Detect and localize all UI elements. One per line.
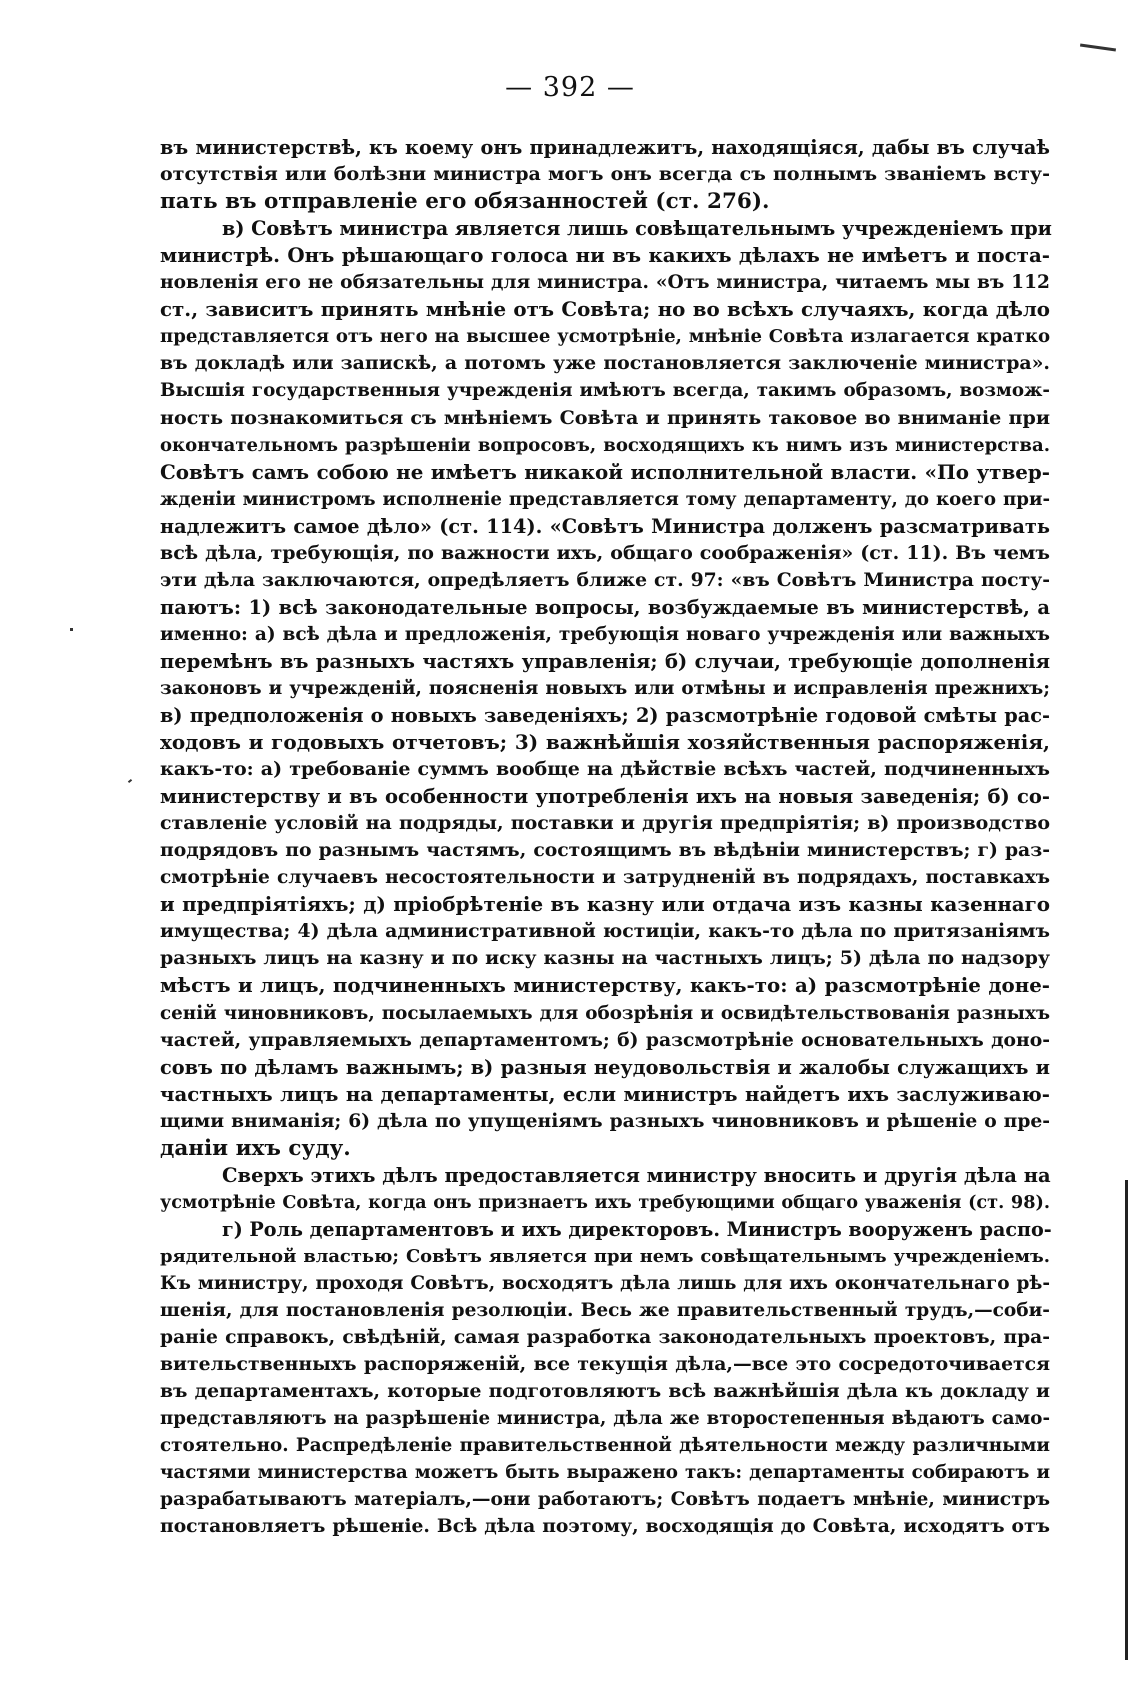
text-line: в) Совѣтъ министра является лишь совѣщательнымъ учрежденіемъ при (222, 217, 1052, 241)
text-line: въ департаментахъ, которые подготовляютъ всѣ важнѣйшія дѣла къ докладу и (160, 1380, 1050, 1403)
text-line: смотрѣніе случаевъ несостоятельности и затрудненій въ подрядахъ, поставкахъ (160, 867, 1050, 889)
text-line: г) Роль департаментовъ и ихъ директоровъ. Министръ вооруженъ распо- (222, 1217, 1052, 1241)
text-line: шенія, для постановленія резолюціи. Весь же правительственный трудъ,—соби- (160, 1300, 1050, 1322)
text-line: имущества; 4) дѣла административной юстиціи, какъ-то дѣла по притязаніямъ (160, 920, 1050, 943)
text-line: раніе справокъ, свѣдѣній, самая разработка законодательныхъ проектовъ, пра- (160, 1326, 1050, 1349)
scan-mark (1080, 44, 1116, 52)
text-line: отсутствія или болѣзни министра могъ онъ всегда съ полнымъ званіемъ всту- (160, 163, 1050, 186)
scan-mark (70, 628, 73, 631)
text-line: вительственныхъ распоряженій, все текущія дѣла,—все это сосредоточивается (160, 1353, 1050, 1376)
body-text (160, 134, 1050, 1540)
text-line: стоятельно. Распредѣленіе правительственной дѣятельности между различными (160, 1435, 1050, 1457)
text-line: ст., зависитъ принять мнѣніе отъ Совѣта; но во всѣхъ случаяхъ, когда дѣло (160, 297, 1050, 322)
text-line: эти дѣла заключаются, опредѣляетъ ближе ст. 97: «въ Совѣтъ Министра посту- (160, 568, 1050, 591)
text-line: паютъ: 1) всѣ законодательные вопросы, возбуждаемые въ министерствѣ, а (160, 595, 1050, 619)
text-line: разрабатываютъ матеріалъ,—они работаютъ; Совѣтъ подаетъ мнѣніе, министръ (160, 1488, 1050, 1511)
text-line: усмотрѣніе Совѣта, когда онъ признаетъ ихъ требующими общаго уваженія (ст. 98). (160, 1191, 1050, 1213)
text-line: в) предположенія о новыхъ заведеніяхъ; 2) разсмотрѣніе годовой смѣты рас- (160, 703, 1050, 727)
text-line: сеній чиновниковъ, посылаемыхъ для обозрѣнія и освидѣтельствованія разныхъ (160, 1002, 1050, 1024)
text-line: даніи ихъ суду. (160, 1135, 351, 1161)
text-line: Къ министру, проходя Совѣтъ, восходятъ дѣла лишь для ихъ окончательнаго рѣ- (160, 1272, 1050, 1294)
text-line: перемѣнъ въ разныхъ частяхъ управленія; б) случаи, требующіе дополненія (160, 649, 1050, 673)
text-line: Сверхъ этихъ дѣлъ предоставляется министру вносить и другія дѣла на (222, 1163, 1051, 1187)
text-line: Совѣтъ самъ собою не имѣетъ никакой исполнительной власти. «По утвер- (160, 459, 1050, 484)
text-line: совъ по дѣламъ важнымъ; в) разныя неудовольствія и жалобы служащихъ и (160, 1055, 1050, 1079)
text-line: ставленіе условій на подряды, поставки и другія предпріятія; в) производство (160, 812, 1050, 835)
text-line: всѣ дѣла, требующія, по важности ихъ, общаго соображенія» (ст. 11). Въ чемъ (160, 541, 1050, 564)
text-line: Высшія государственныя учрежденія имѣютъ всегда, такимъ образомъ, возмож- (160, 380, 1050, 402)
text-line: и предпріятіяхъ; д) пріобрѣтеніе въ казну или отдача изъ казны казеннаго (160, 892, 1050, 917)
page-number: — 392 — (505, 72, 635, 103)
text-line: ность познакомиться съ мнѣніемъ Совѣта и принять таковое во вниманіе при (160, 406, 1050, 430)
text-line: законовъ и учрежденій, поясненія новыхъ или отмѣны и исправленія прежнихъ; (160, 677, 1050, 699)
text-line: представляютъ на разрѣшеніе министра, дѣла же второстепенныя вѣдаютъ само- (160, 1408, 1050, 1430)
text-line: новленія его не обязательны для министра. «Отъ министра, читаемъ мы въ 112 (160, 272, 1050, 294)
text-line: пать въ отправленіе его обязанностей (ст. 276). (160, 189, 770, 215)
text-line: ходовъ и годовыхъ отчетовъ; 3) важнѣйшія хозяйственныя распоряженія, (160, 730, 1050, 755)
text-line: надлежитъ самое дѣло» (ст. 114). «Совѣтъ Министра долженъ разсматривать (160, 514, 1050, 538)
text-line: мѣстъ и лицъ, подчиненныхъ министерству, какъ-то: а) разсмотрѣніе доне- (160, 973, 1050, 998)
text-line: жденіи министромъ исполненіе представляется тому департаменту, до коего при- (160, 488, 1050, 510)
text-line: въ докладѣ или запискѣ, а потомъ уже постановляется заключеніе министра». (160, 352, 1050, 375)
text-line: щими вниманія; 6) дѣла по упущеніямъ разныхъ чиновниковъ и рѣшеніе о пре- (160, 1109, 1050, 1132)
text-line: разныхъ лицъ на казну и по иску казны на частныхъ лицъ; 5) дѣла по надзору (160, 947, 1050, 970)
text-line: подрядовъ по разнымъ частямъ, состоящимъ въ вѣдѣніи министерствъ; г) раз- (160, 839, 1050, 862)
text-line: министерству и въ особенности употребленія ихъ на новыя заведенія; б) со- (160, 785, 1050, 809)
text-line: частей, управляемыхъ департаментомъ; б) разсмотрѣніе основательныхъ доно- (160, 1028, 1050, 1051)
text-line: въ министерствѣ, къ коему онъ принадлежитъ, находящіяся, дабы въ случаѣ (160, 136, 1050, 159)
text-line: постановляетъ рѣшеніе. Всѣ дѣла поэтому, восходящія до Совѣта, исходятъ отъ (160, 1515, 1050, 1538)
text-line: именно: а) всѣ дѣла и предложенія, требующія новаго учрежденія или важныхъ (160, 623, 1050, 645)
text-line: частныхъ лицъ на департаменты, если министръ найдетъ ихъ заслуживаю- (160, 1081, 1050, 1106)
text-line: министрѣ. Онъ рѣшающаго голоса ни въ какихъ дѣлахъ не имѣетъ и поста- (160, 243, 1050, 268)
text-line: частями министерства можетъ быть выражено такъ: департаменты собираютъ и (160, 1462, 1050, 1484)
text-line: рядительной властью; Совѣтъ является при немъ совѣщательнымъ учрежденіемъ. (160, 1245, 1050, 1267)
text-line: представляется отъ него на высшее усмотрѣніе, мнѣніе Совѣта излагается кратко (160, 326, 1050, 348)
text-line: окончательномъ разрѣшеніи вопросовъ, восходящихъ къ нимъ изъ министерства. (160, 434, 1050, 456)
text-line: какъ-то: а) требованіе суммъ вообще на дѣйствіе всѣхъ частей, подчиненныхъ (160, 758, 1050, 781)
scan-mark (128, 779, 132, 783)
margin-scan-rule (1125, 1180, 1128, 1660)
